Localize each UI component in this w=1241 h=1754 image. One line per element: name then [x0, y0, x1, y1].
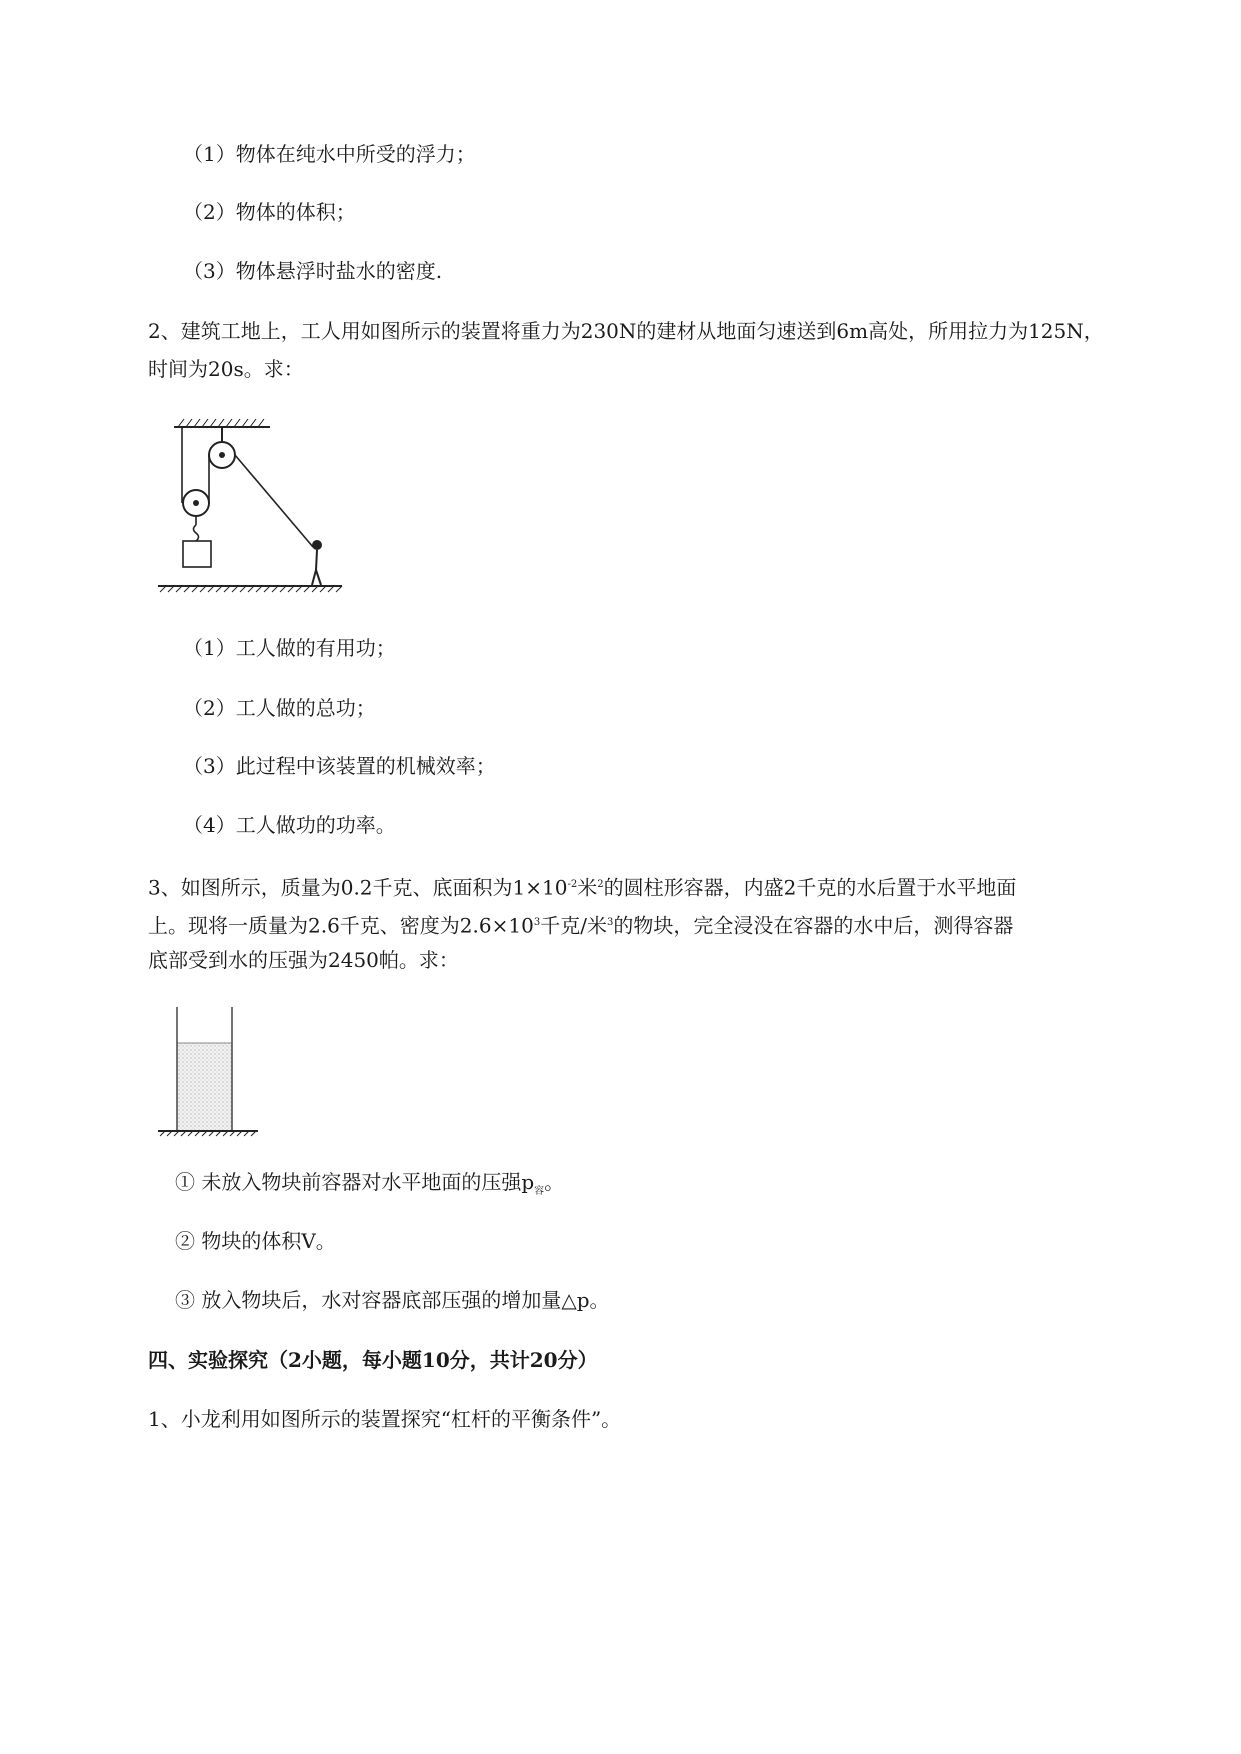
section-4-title: 四、实验探究（2小题，每小题10分，共计20分）	[148, 1348, 598, 1372]
q2-text-line1: 2、建筑工地上，工人用如图所示的装置将重力为230N的建材从地面匀速送到6m高处，所用拉力为125N，	[148, 319, 1104, 343]
q2-item-4: （4）工人做功的功率。	[183, 813, 396, 837]
section-4-q1: 1、小龙利用如图所示的装置探究“杠杆的平衡条件”。	[148, 1407, 622, 1431]
q2-text-line2: 时间为20s。求：	[148, 357, 304, 381]
q1-item-1: （1）物体在纯水中所受的浮力；	[183, 142, 476, 166]
q3-item-2: ② 物块的体积V。	[175, 1229, 336, 1253]
q3-text-line2: 上。现将一质量为2.6千克、密度为$2.6\times 10^3$千克/米$^3$的物块，完全浸没在容器的水中后，测得容器	[148, 913, 1014, 938]
q3-text-line3: 底部受到水的压强为2450帕。求：	[148, 948, 459, 972]
q3-text-line1: 3、如图所示，质量为0.2千克、底面积为$1\times 10^{-2}$米$^2$的圆柱形容器，内盛2千克的水后置于水平地面	[148, 875, 1017, 900]
q2-item-3: （3）此过程中该装置的机械效率；	[183, 754, 496, 778]
q2-item-1: （1）工人做的有用功；	[183, 636, 396, 660]
container-diagram	[150, 1005, 290, 1145]
q2-item-2: （2）工人做的总功；	[183, 696, 376, 720]
q3-item-1: ① 未放入物块前容器对水平地面的压强$p_容$。	[175, 1170, 565, 1197]
q3-item-3: ③ 放入物块后，水对容器底部压强的增加量△p。	[175, 1288, 610, 1312]
q1-item-3: （3）物体悬浮时盐水的密度.	[183, 259, 443, 283]
q1-item-2: （2）物体的体积；	[183, 200, 356, 224]
